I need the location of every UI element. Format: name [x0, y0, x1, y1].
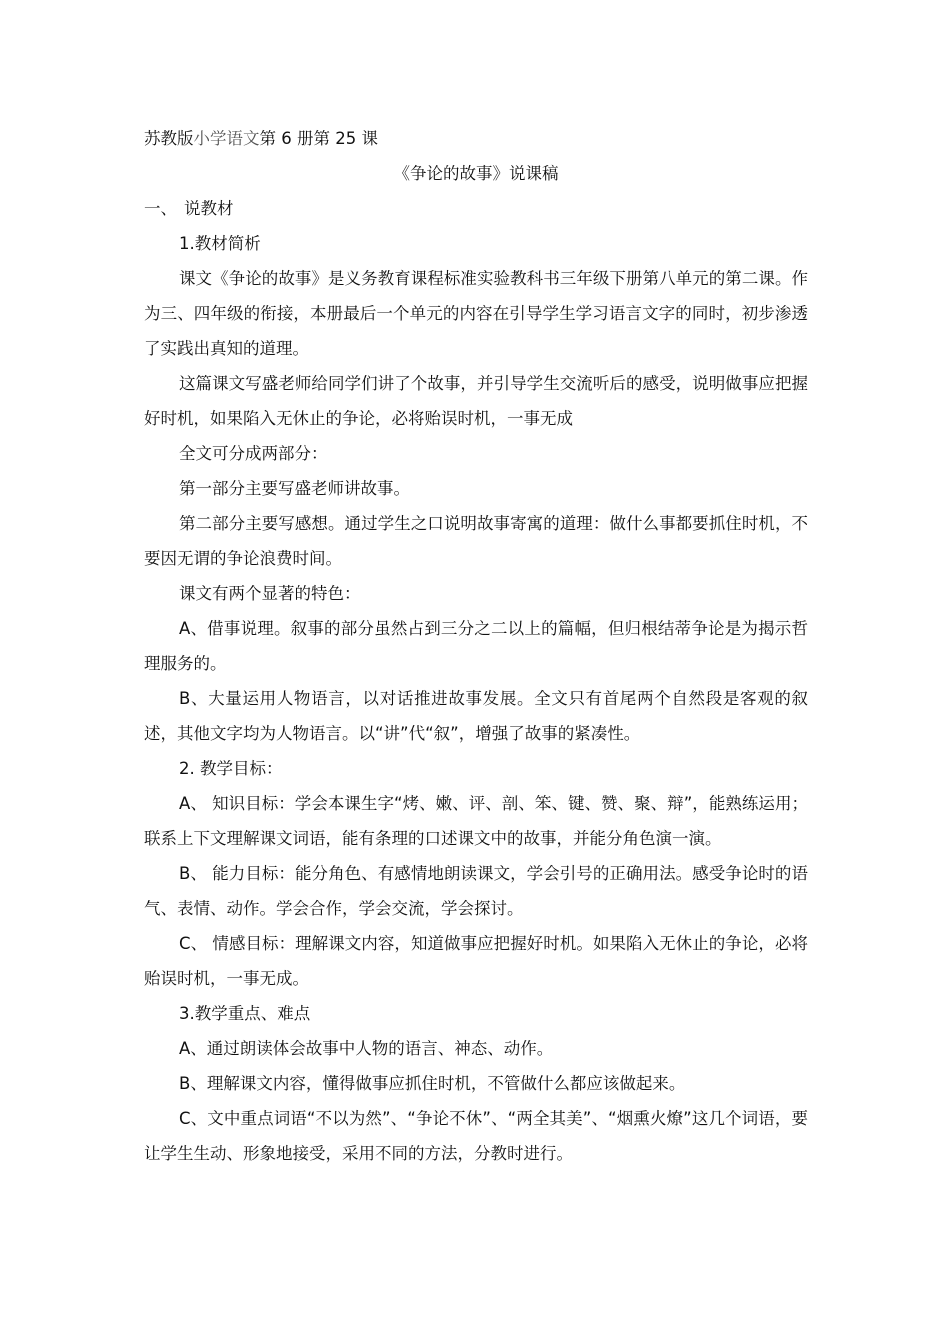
paragraph: B、 能力目标：能分角色、有感情地朗读课文，学会引号的正确用法。感受争论时的语气、表情、动作。学会合作，学会交流，学会探讨。	[144, 864, 808, 918]
paragraph: 全文可分成两部分：	[179, 444, 328, 463]
paragraph: A、通过朗读体会故事中人物的语言、神态、动作。	[179, 1039, 554, 1058]
document-title: 《争论的故事》说课稿	[393, 164, 559, 183]
paragraph: B、理解课文内容，懂得做事应抓住时机，不管做什么都应该做起来。	[179, 1074, 686, 1093]
paragraph: A、 知识目标：学会本课生字“烤、嫩、评、剖、笨、键、赞、聚、辩”，能熟练运用；联系上下文理解课文词语，能有条理的口述课文中的故事，并能分角色演一演。	[144, 794, 808, 848]
course-header-prefix: 苏教版	[144, 129, 194, 148]
paragraph: 课文有两个显著的特色：	[179, 584, 361, 603]
course-header-suffix: 第 6 册第 25 课	[259, 129, 378, 148]
paragraph: 第二部分主要写感想。通过学生之口说明故事寄寓的道理：做什么事都要抓住时机，不要因无谓的争论浪费时间。	[144, 514, 808, 568]
paragraph: A、借事说理。叙事的部分虽然占到三分之二以上的篇幅，但归根结蒂争论是为揭示哲理服务的。	[144, 619, 808, 673]
paragraph: C、 情感目标：理解课文内容，知道做事应把握好时机。如果陷入无休止的争论，必将贻误时机，一事无成。	[144, 934, 808, 988]
subsection-heading-3: 3.教学重点、难点	[179, 1004, 311, 1023]
section-number: 一、	[144, 199, 177, 218]
paragraph: 课文《争论的故事》是义务教育课程标准实验教科书三年级下册第八单元的第二课。作为三、四年级的衔接，本册最后一个单元的内容在引导学生学习语言文字的同时，初步渗透了实践出真知的道理。	[144, 269, 808, 358]
document-body	[144, 121, 808, 1171]
course-header	[144, 121, 808, 156]
subsection-heading-1: 1.教材简析	[179, 234, 261, 253]
paragraph: 这篇课文写盛老师给同学们讲了个故事，并引导学生交流听后的感受，说明做事应把握好时机，如果陷入无休止的争论，必将贻误时机，一事无成	[144, 374, 808, 428]
paragraph: B、大量运用人物语言，以对话推进故事发展。全文只有首尾两个自然段是客观的叙述，其他文字均为人物语言。以“讲”代“叙”，增强了故事的紧凑性。	[144, 689, 808, 743]
course-header-subject: 小学语文	[193, 129, 260, 148]
paragraph: 第一部分主要写盛老师讲故事。	[179, 479, 410, 498]
section-heading-1	[144, 191, 808, 226]
subsection-heading-2: 2. 教学目标：	[179, 759, 283, 778]
paragraph: C、文中重点词语“不以为然”、“争论不休”、“两全其美”、“烟熏火燎”这几个词语，要让学生生动、形象地接受，采用不同的方法，分教时进行。	[144, 1109, 808, 1163]
section-label: 说教材	[184, 199, 234, 218]
